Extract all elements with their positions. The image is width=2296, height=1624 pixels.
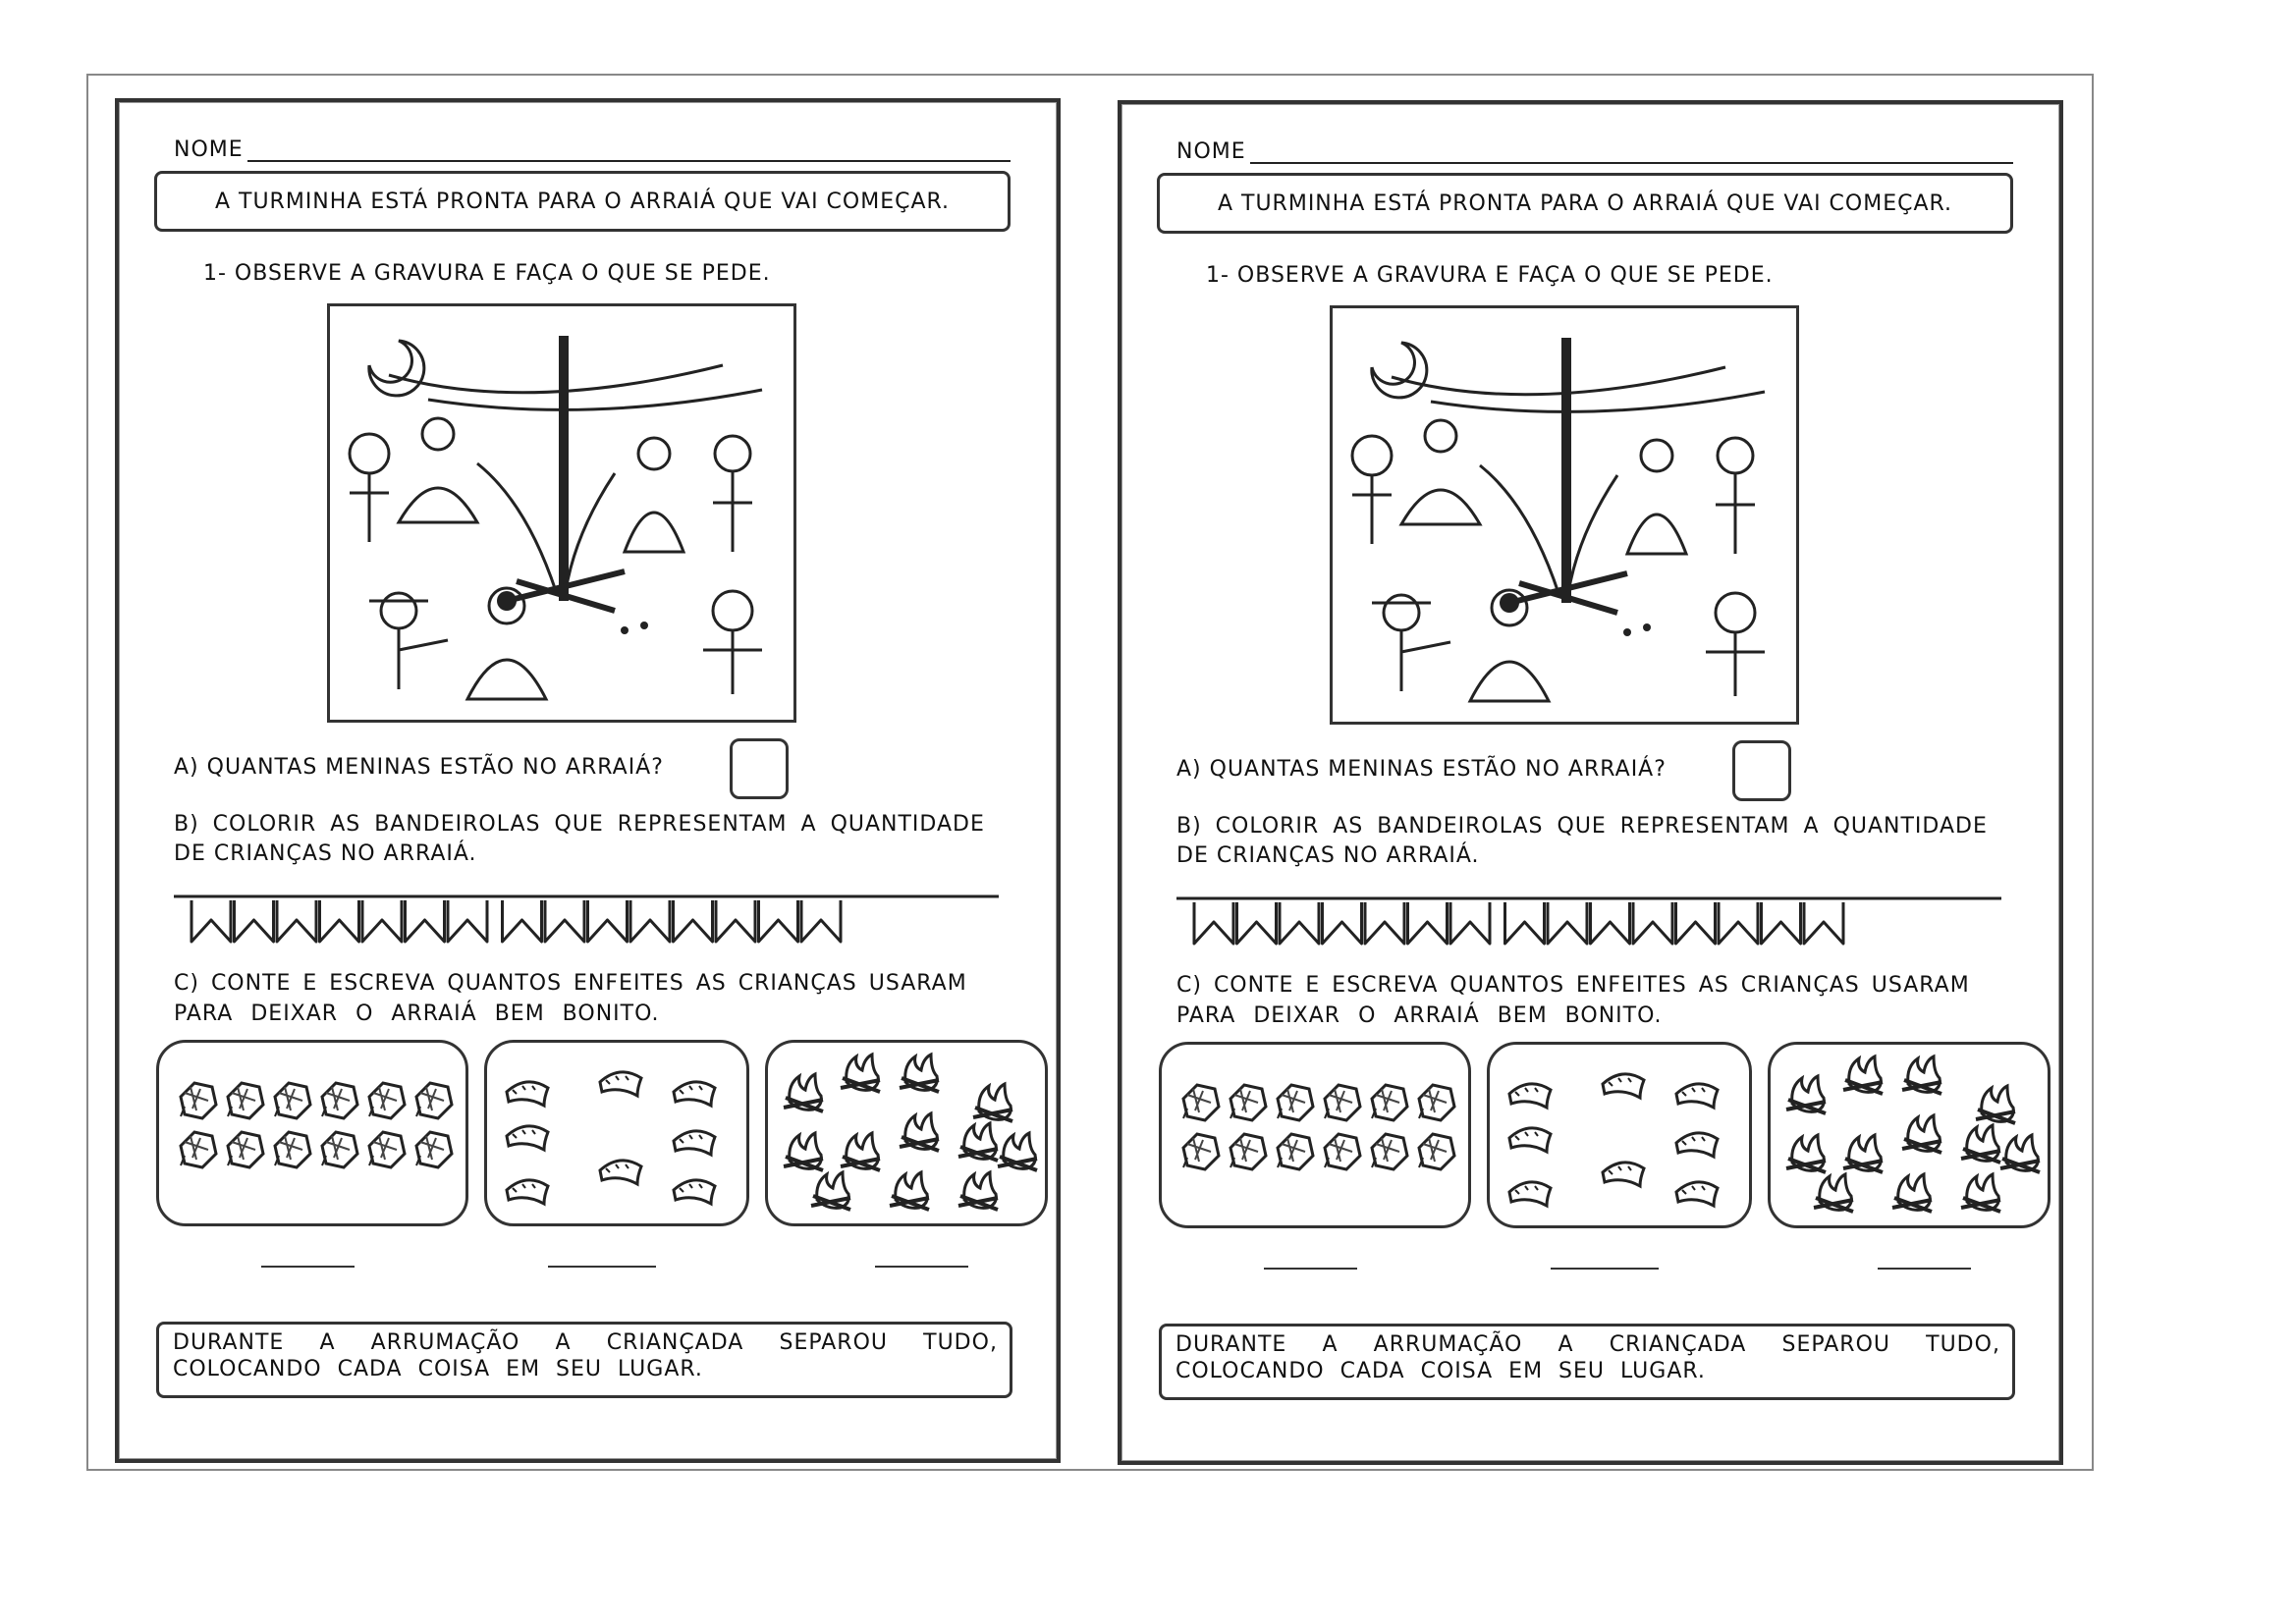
bonfire-icon <box>973 1084 1012 1121</box>
answer-box-girls[interactable] <box>730 738 789 799</box>
name-label: NOME <box>174 137 244 162</box>
bandeirola-flag-icon[interactable] <box>545 900 584 942</box>
question-1: 1- OBSERVE A GRAVURA E FAÇA O QUE SE PEDE. <box>203 261 771 286</box>
balloon-icon <box>416 1083 452 1118</box>
answer-box-girls[interactable] <box>1732 740 1791 801</box>
footer-word: A <box>555 1330 572 1355</box>
name-field[interactable] <box>1250 140 2013 164</box>
hat-icon <box>1603 1163 1644 1186</box>
footer-word: ARRUMAÇÃO <box>1373 1332 1523 1357</box>
bandeirola-flag-icon[interactable] <box>588 900 628 942</box>
bandeirola-flag-icon[interactable] <box>1762 902 1801 944</box>
bandeirola-flag-icon[interactable] <box>277 900 316 942</box>
footer-word: A <box>319 1330 336 1355</box>
bandeirola-flag-icon[interactable] <box>503 900 542 942</box>
bandeirola-flag-icon[interactable] <box>674 900 713 942</box>
footer-word: A <box>1558 1332 1574 1357</box>
balloon-icon <box>369 1132 405 1167</box>
bonfire-icon <box>1961 1125 2000 1163</box>
question-1: 1- OBSERVE A GRAVURA E FAÇA O QUE SE PEDE. <box>1206 263 1774 288</box>
bonfire-icon <box>811 1172 850 1210</box>
title-text: A TURMINHA ESTÁ PRONTA PARA O ARRAIÁ QUE VAI COMEÇAR. <box>214 189 951 214</box>
enfeite-group-bonfires <box>765 1040 1048 1226</box>
question-b-line2: DE CRIANÇAS NO ARRAIÁ. <box>174 841 477 866</box>
festa-junina-picture <box>1330 305 1799 725</box>
balloon-icon <box>181 1132 216 1167</box>
name-field[interactable] <box>247 138 1011 162</box>
question-a: A) QUANTAS MENINAS ESTÃO NO ARRAIÁ? <box>174 755 664 780</box>
bandeirola-flag-icon[interactable] <box>1505 902 1545 944</box>
bonfire-icon <box>784 1133 823 1170</box>
hat-icon <box>1676 1084 1718 1108</box>
footer-word: CRIANÇADA <box>1609 1332 1747 1357</box>
title-box <box>1157 173 2013 234</box>
hat-icon <box>1509 1128 1551 1152</box>
answer-line-2[interactable] <box>1551 1268 1659 1270</box>
bandeirola-flag-icon[interactable] <box>362 900 402 942</box>
name-row <box>1176 139 2013 164</box>
bandeirolas-icon <box>1176 894 2001 953</box>
footer-line1 <box>1175 1332 2000 1357</box>
question-c-line1: C) CONTE E ESCREVA QUANTOS ENFEITES AS CRIANÇAS USARAM <box>1176 973 1970 998</box>
balloon-icon <box>369 1083 405 1118</box>
footer-line2: COLOCANDO CADA COISA EM SEU LUGAR. <box>1175 1359 1706 1383</box>
enfeite-group-hats <box>1487 1042 1752 1228</box>
enfeite-group-balloons <box>1159 1042 1471 1228</box>
bonfire-icon <box>1814 1174 1853 1212</box>
festa-junina-illustration-icon <box>1333 308 1796 722</box>
question-b-line1: B) COLORIR AS BANDEIROLAS QUE REPRESENTAM A QUANTIDADE <box>174 812 985 837</box>
bonfire-icon <box>900 1113 939 1151</box>
hat-icon <box>507 1180 548 1204</box>
bandeirola-flag-icon[interactable] <box>1280 902 1319 944</box>
bandeirola-flag-icon[interactable] <box>759 900 798 942</box>
bonfire-icon <box>841 1133 880 1170</box>
bonfire-icon <box>1892 1174 1932 1212</box>
bonfire-icon <box>1902 1115 1941 1153</box>
bonfire-icon <box>841 1055 880 1092</box>
bonfire-icon <box>890 1172 929 1210</box>
title-box <box>154 171 1011 232</box>
bonfire-icon <box>958 1172 998 1210</box>
balloon-icon <box>1419 1085 1454 1120</box>
balloon-icon <box>228 1132 263 1167</box>
hat-icon <box>1509 1084 1551 1108</box>
footer-box <box>1159 1324 2015 1400</box>
bandeirola-flag-icon[interactable] <box>406 900 445 942</box>
hat-icon <box>600 1072 641 1096</box>
bandeirola-flag-icon[interactable] <box>235 900 274 942</box>
footer-line1 <box>173 1330 998 1355</box>
answer-line-2[interactable] <box>548 1266 656 1268</box>
hat-icon <box>1509 1182 1551 1206</box>
balloon-icon <box>1183 1134 1219 1169</box>
balloon-icon <box>416 1132 452 1167</box>
footer-line2: COLOCANDO CADA COISA EM SEU LUGAR. <box>173 1357 703 1381</box>
balloon-icon <box>1230 1085 1266 1120</box>
bandeirola-flag-icon[interactable] <box>320 900 359 942</box>
bandeirolas-row <box>1176 894 2001 957</box>
answer-line-1[interactable] <box>1264 1268 1357 1270</box>
question-b-line2: DE CRIANÇAS NO ARRAIÁ. <box>1176 843 1480 868</box>
balloon-icon <box>1183 1085 1219 1120</box>
bandeirola-flag-icon[interactable] <box>1719 902 1758 944</box>
hat-icon <box>507 1082 548 1106</box>
name-label: NOME <box>1176 139 1246 164</box>
bonfire-icon <box>1961 1174 2000 1212</box>
balloon-icon <box>275 1083 310 1118</box>
balloon-icon <box>181 1083 216 1118</box>
bonfire-icon <box>1786 1076 1826 1113</box>
bonfire-icon <box>958 1123 998 1161</box>
bonfire-icon <box>1843 1135 1883 1172</box>
bonfire-icon <box>1976 1086 2015 1123</box>
balloon-icon <box>228 1083 263 1118</box>
hat-icon <box>1603 1074 1644 1098</box>
bandeirola-flag-icon[interactable] <box>1804 902 1843 944</box>
bonfire-icon <box>2000 1135 2040 1172</box>
bandeirola-flag-icon[interactable] <box>1408 902 1448 944</box>
balloon-icon <box>1372 1085 1407 1120</box>
worksheet-left <box>115 98 1061 1463</box>
question-c-line1: C) CONTE E ESCREVA QUANTOS ENFEITES AS CRIANÇAS USARAM <box>174 971 967 996</box>
bandeirola-flag-icon[interactable] <box>630 900 670 942</box>
question-c-line2: PARA DEIXAR O ARRAIÁ BEM BONITO. <box>1176 1003 1663 1028</box>
bonfire-icon <box>784 1074 823 1111</box>
title-text: A TURMINHA ESTÁ PRONTA PARA O ARRAIÁ QUE VAI COMEÇAR. <box>1217 190 1953 216</box>
question-c-line2: PARA DEIXAR O ARRAIÁ BEM BONITO. <box>174 1001 660 1026</box>
bandeirola-flag-icon[interactable] <box>1194 902 1233 944</box>
bandeirola-flag-icon[interactable] <box>1676 902 1716 944</box>
bandeirola-flag-icon[interactable] <box>1633 902 1672 944</box>
hat-icon <box>1676 1133 1718 1157</box>
bandeirolas-icon <box>174 893 999 951</box>
name-row <box>174 137 1011 162</box>
balloon-icon <box>322 1132 357 1167</box>
bonfire-icon <box>900 1055 939 1092</box>
hat-icon <box>674 1082 715 1106</box>
bonfire-icon <box>1843 1056 1883 1094</box>
balloon-icon <box>322 1083 357 1118</box>
festa-junina-picture <box>327 303 796 723</box>
hat-icon <box>600 1161 641 1184</box>
bandeirola-flag-icon[interactable] <box>1237 902 1277 944</box>
bonfire-icon <box>998 1133 1037 1170</box>
answer-line-3[interactable] <box>1878 1268 1971 1270</box>
bandeirola-flag-icon[interactable] <box>448 900 487 942</box>
bandeirola-flag-icon[interactable] <box>1591 902 1630 944</box>
footer-word: DURANTE <box>1175 1332 1287 1357</box>
balloon-icon <box>275 1132 310 1167</box>
hat-icon <box>507 1126 548 1150</box>
footer-word: A <box>1322 1332 1339 1357</box>
bandeirola-flag-icon[interactable] <box>1365 902 1404 944</box>
footer-word: SEPAROU <box>779 1330 888 1355</box>
balloon-icon <box>1325 1134 1360 1169</box>
festa-junina-illustration-icon <box>330 306 793 720</box>
answer-line-1[interactable] <box>261 1266 355 1268</box>
hat-icon <box>674 1180 715 1204</box>
bonfire-icon <box>1786 1135 1826 1172</box>
bandeirola-flag-icon[interactable] <box>716 900 755 942</box>
balloon-icon <box>1230 1134 1266 1169</box>
footer-word: DURANTE <box>173 1330 285 1355</box>
worksheet-right <box>1118 100 2063 1465</box>
footer-word: SEPAROU <box>1781 1332 1890 1357</box>
bandeirola-flag-icon[interactable] <box>1323 902 1362 944</box>
bandeirola-flag-icon[interactable] <box>801 900 841 942</box>
bandeirola-flag-icon[interactable] <box>1548 902 1587 944</box>
balloon-icon <box>1419 1134 1454 1169</box>
enfeite-group-hats <box>484 1040 749 1226</box>
footer-word: TUDO, <box>923 1330 998 1355</box>
balloon-icon <box>1278 1134 1313 1169</box>
enfeite-group-bonfires <box>1768 1042 2050 1228</box>
bandeirola-flag-icon[interactable] <box>1450 902 1490 944</box>
footer-word: CRIANÇADA <box>606 1330 744 1355</box>
question-b-line1: B) COLORIR AS BANDEIROLAS QUE REPRESENTAM A QUANTIDADE <box>1176 814 1988 839</box>
balloon-icon <box>1325 1085 1360 1120</box>
answer-line-3[interactable] <box>875 1266 968 1268</box>
balloon-icon <box>1372 1134 1407 1169</box>
footer-box <box>156 1322 1012 1398</box>
question-a: A) QUANTAS MENINAS ESTÃO NO ARRAIÁ? <box>1176 757 1667 782</box>
bonfire-icon <box>1902 1056 1941 1094</box>
enfeite-group-balloons <box>156 1040 468 1226</box>
hat-icon <box>674 1131 715 1155</box>
hat-icon <box>1676 1182 1718 1206</box>
balloon-icon <box>1278 1085 1313 1120</box>
bandeirolas-row <box>174 893 999 955</box>
bandeirola-flag-icon[interactable] <box>191 900 231 942</box>
footer-word: TUDO, <box>1926 1332 2000 1357</box>
footer-word: ARRUMAÇÃO <box>370 1330 520 1355</box>
